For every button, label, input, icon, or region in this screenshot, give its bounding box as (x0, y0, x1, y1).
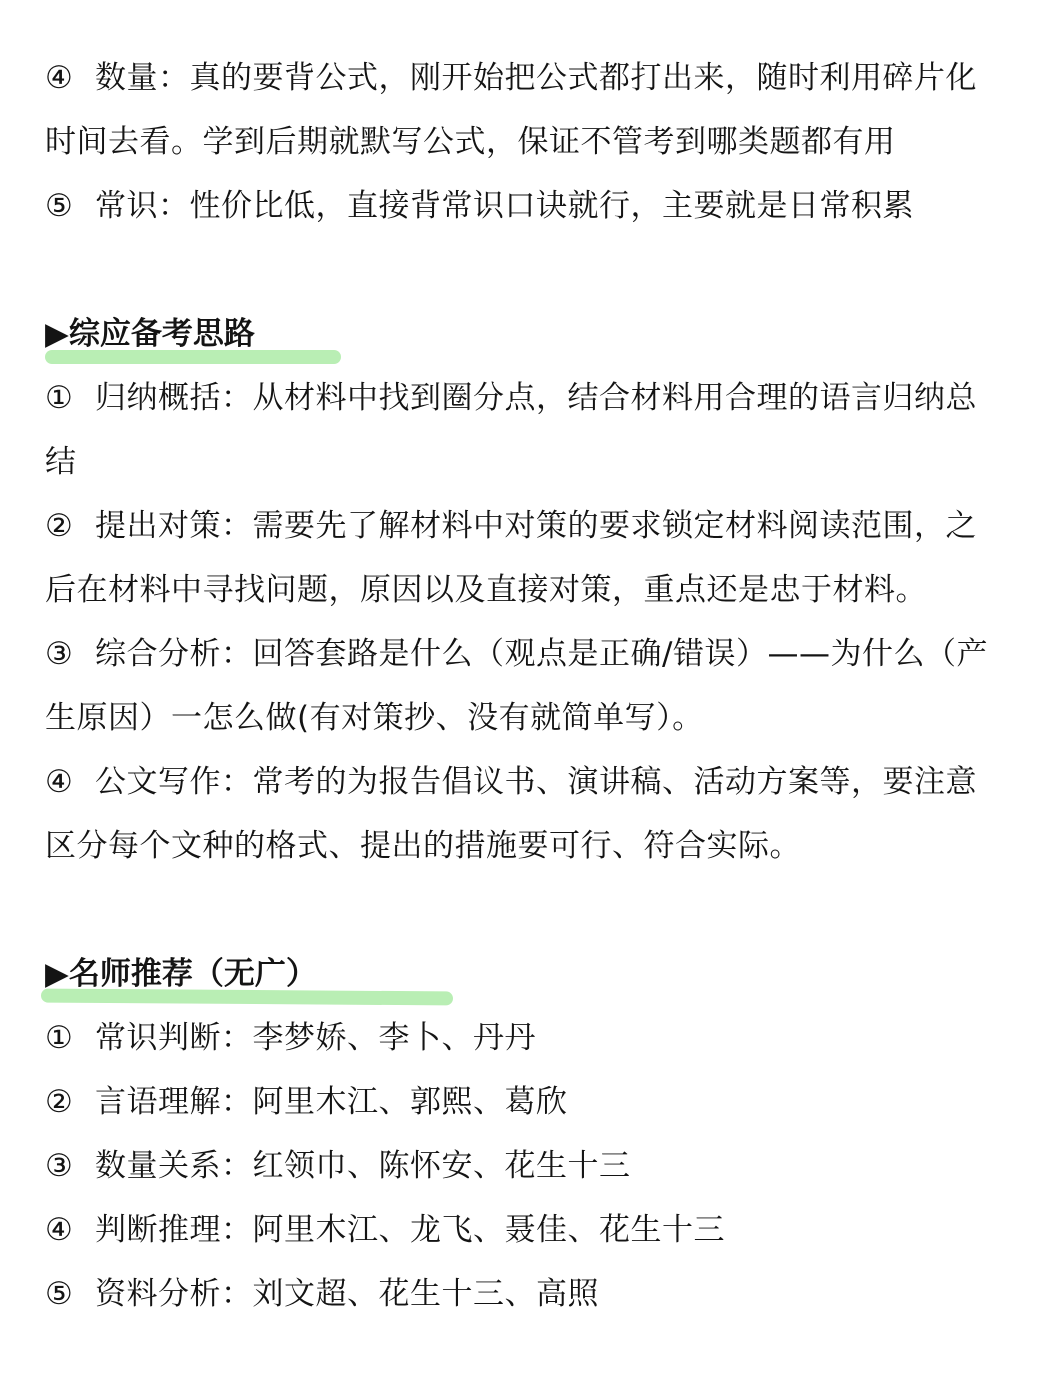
section-heading (45, 942, 1015, 1006)
spacer (45, 878, 1015, 942)
list-item (45, 622, 1015, 750)
item-text: 资料分析：刘文超、花生十三、高照 (95, 1276, 599, 1312)
item-text: 常识判断：李梦娇、李卜、丹丹 (95, 1020, 536, 1056)
item-number: ① (45, 380, 74, 416)
item-number: ④ (45, 764, 74, 800)
section-title: ▶名师推荐（无广） (45, 956, 317, 992)
item-text: 判断推理：阿里木江、龙飞、聂佳、花生十三 (95, 1212, 725, 1248)
list-item (45, 366, 1015, 494)
list-item (45, 1134, 1015, 1198)
item-text: 数量：真的要背公式，刚开始把公式都打出来，随时利用碎片化 (95, 60, 977, 96)
intro-item (45, 46, 1015, 174)
item-number: ⑤ (45, 188, 74, 224)
text-line (45, 750, 1015, 814)
text-line (45, 366, 1015, 430)
text-line (45, 174, 1015, 238)
text-line: 区分每个文种的格式、提出的措施要可行、符合实际。 (45, 828, 801, 864)
list-item (45, 1006, 1015, 1070)
list-item (45, 1262, 1015, 1326)
section-heading (45, 302, 1015, 366)
item-text: 言语理解：阿里木江、郭熙、葛欣 (95, 1084, 568, 1120)
item-number: ④ (45, 60, 74, 96)
item-number: ② (45, 1084, 74, 1120)
spacer (45, 238, 1015, 302)
item-number: ① (45, 1020, 74, 1056)
item-number: ③ (45, 636, 74, 672)
item-number: ④ (45, 1212, 74, 1248)
item-number: ⑤ (45, 1276, 74, 1312)
document-page (45, 46, 1015, 1326)
list-item (45, 1198, 1015, 1262)
item-number: ② (45, 508, 74, 544)
item-number: ③ (45, 1148, 74, 1184)
item-text: 常识：性价比低，直接背常识口诀就行，主要就是日常积累 (95, 188, 914, 224)
intro-item (45, 174, 1015, 238)
text-line (45, 46, 1015, 110)
list-item (45, 750, 1015, 878)
item-text: 综合分析：回答套路是什么（观点是正确/错误）——为什么（产 (95, 636, 988, 672)
text-line: 结 (45, 444, 77, 480)
item-text: 归纳概括：从材料中找到圈分点，结合材料用合理的语言归纳总 (95, 380, 977, 416)
list-item (45, 1070, 1015, 1134)
text-line (45, 494, 1015, 558)
section-title: ▶综应备考思路 (45, 316, 255, 352)
text-line: 后在材料中寻找问题，原因以及直接对策，重点还是忠于材料。 (45, 572, 927, 608)
item-text: 数量关系：红领巾、陈怀安、花生十三 (95, 1148, 631, 1184)
item-text: 提出对策：需要先了解材料中对策的要求锁定材料阅读范围，之 (95, 508, 977, 544)
text-line (45, 622, 1015, 686)
item-text: 公文写作：常考的为报告倡议书、演讲稿、活动方案等，要注意 (95, 764, 977, 800)
text-line: 时间去看。学到后期就默写公式，保证不管考到哪类题都有用 (45, 124, 896, 160)
heading-highlight (45, 350, 341, 364)
text-line: 生原因）一怎么做(有对策抄、没有就简单写）。 (45, 700, 704, 736)
list-item (45, 494, 1015, 622)
